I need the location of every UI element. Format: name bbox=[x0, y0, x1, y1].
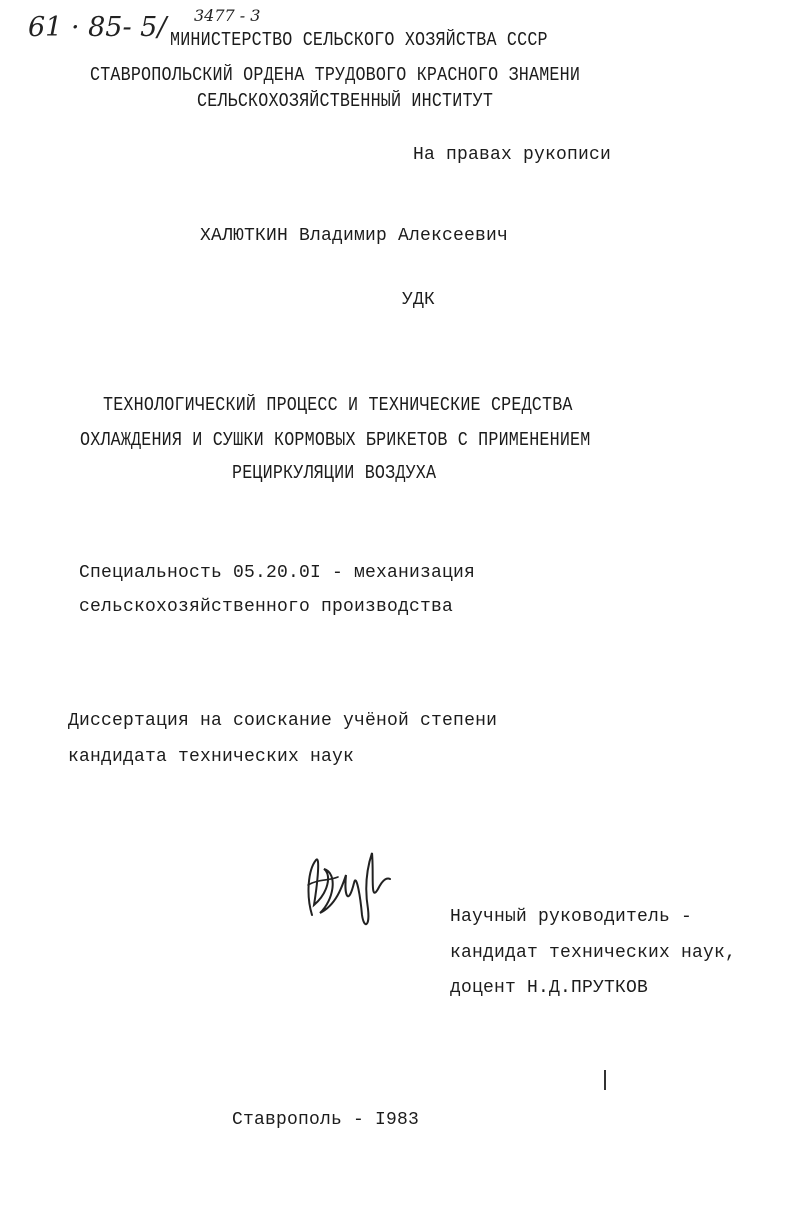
udk-label: УДК bbox=[402, 290, 436, 310]
handwritten-archive-code: 61 · 85- 5/ bbox=[28, 12, 167, 43]
supervisor-line1: Научный руководитель - bbox=[450, 907, 693, 927]
manuscript-rights: На правах рукописи bbox=[413, 145, 612, 165]
specialty-line2: сельскохозяйственного производства bbox=[79, 597, 454, 617]
title-line2: ОХЛАЖДЕНИЯ И СУШКИ КОРМОВЫХ БРИКЕТОВ С ПРИМЕНЕНИЕМ bbox=[80, 429, 591, 451]
city-year: Ставрополь - I983 bbox=[232, 1110, 420, 1130]
institute-name-line2: СЕЛЬСКОХОЗЯЙСТВЕННЫЙ ИНСТИТУТ bbox=[197, 90, 494, 112]
author-name: ХАЛЮТКИН Владимир Алексеевич bbox=[200, 226, 509, 246]
dissertation-line1: Диссертация на соискание учёной степени bbox=[68, 711, 498, 731]
supervisor-line2: кандидат технических наук, bbox=[450, 943, 737, 963]
title-line1: ТЕХНОЛОГИЧЕСКИЙ ПРОЦЕСС И ТЕХНИЧЕСКИЕ СРЕДСТВА bbox=[103, 394, 573, 416]
supervisor-line3: доцент Н.Д.ПРУТКОВ bbox=[450, 978, 649, 998]
ministry-name: МИНИСТЕРСТВО СЕЛЬСКОГО ХОЗЯЙСТВА СССР bbox=[170, 29, 548, 51]
specialty-line1: Специальность 05.20.0I - механизация bbox=[79, 563, 476, 583]
dissertation-line2: кандидата технических наук bbox=[68, 747, 355, 767]
institute-name-line1: СТАВРОПОЛЬСКИЙ ОРДЕНА ТРУДОВОГО КРАСНОГО ЗНАМЕНИ bbox=[90, 64, 581, 86]
pencil-mark bbox=[604, 1070, 606, 1090]
title-line3: РЕЦИРКУЛЯЦИИ ВОЗДУХА bbox=[232, 462, 437, 484]
handwritten-archive-code-small: 3477 - 3 bbox=[194, 6, 261, 25]
author-signature bbox=[298, 845, 408, 935]
